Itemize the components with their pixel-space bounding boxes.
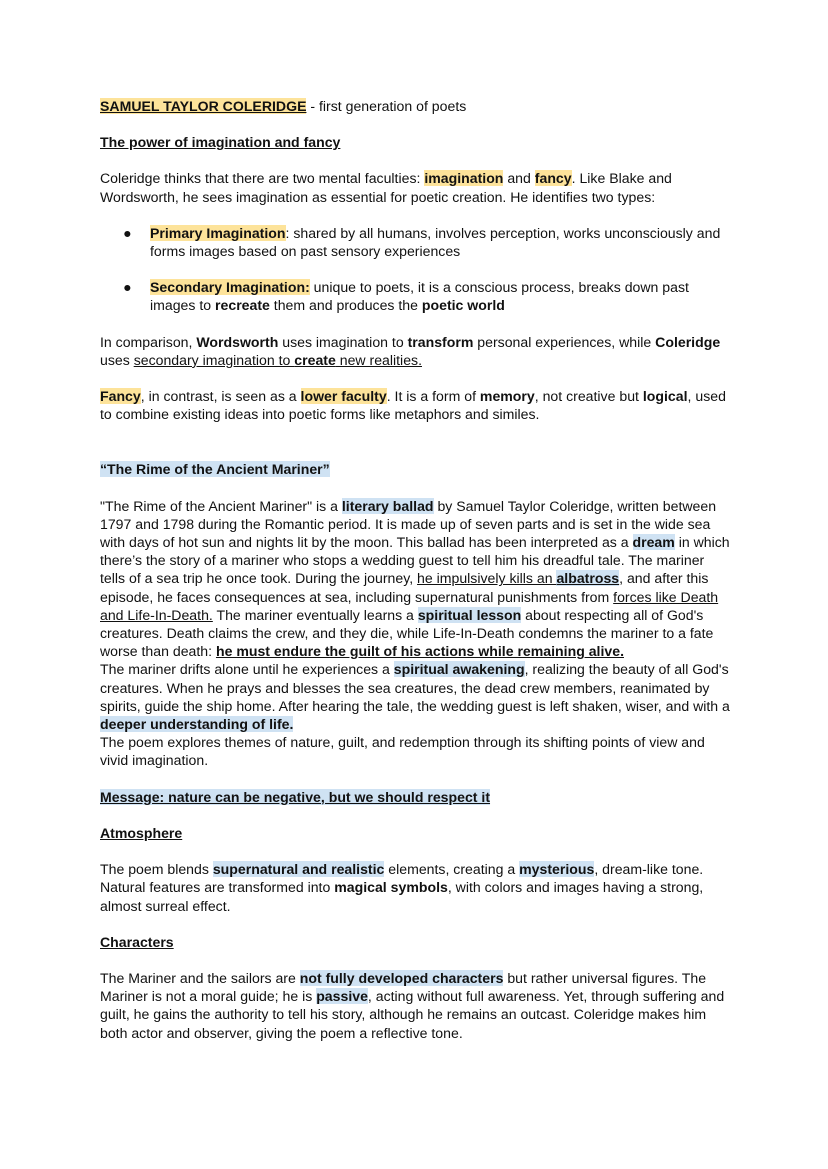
paragraph-comparison: In comparison, Wordsworth uses imagination to transform personal experiences, while Coleridge uses secondary imagination to create new realities.	[100, 333, 721, 368]
paragraph-awakening: The mariner drifts alone until he experiences a spiritual awakening, realizing the beauty of all God's creatures. When he prays and blesses the sea creatures, the dead crew members, reanimated by spirits, guide the ship home. After hearing the tale, the wedding guest is left shaken, wiser, and with a deeper understanding of life.	[100, 661, 730, 733]
paragraph-rime-summary: "The Rime of the Ancient Mariner" is a literary ballad by Samuel Taylor Coleridge, written between 1797 and 1798 during the Romantic period. It is made up of seven parts and is set in the wide sea with days of hot sun and nights lit by the moon. This ballad has been interpreted as a dream in which there’s the story of a mariner who stops a wedding guest to tell him his dreadful tale. The mariner tells of a sea trip he once took. During the journey, he impulsively kills an albatross, and after this episode, he faces consequences at sea, including supernatural punishments from forces like Death and Life-In-Death. The mariner eventually learns a spiritual lesson about respecting all of God's creatures. Death claims the crew, and they die, while Life-In-Death condemns the mariner to a fate worse than death: he must endure the guilt of his actions while remaining alive.	[100, 497, 730, 660]
imagination-types-list	[100, 224, 730, 315]
list-item-secondary-imagination: ● Secondary Imagination: unique to poets, it is a conscious process, breaks down past images to recreate them and produces the poetic world	[123, 279, 689, 314]
paragraph-atmosphere: The poem blends supernatural and realistic elements, creating a mysterious, dream-like tone. Natural features are transformed into magical symbols, with colors and images having a strong, almost surreal effect.	[100, 861, 704, 914]
paragraph-fancy: Fancy, in contrast, is seen as a lower faculty. It is a form of memory, not creative but logical, used to combine existing ideas into poetic forms like metaphors and similes.	[100, 388, 726, 423]
paragraph-characters: The Mariner and the sailors are not fully developed characters but rather universal figures. The Mariner is not a moral guide; he is passive, acting without full awareness. Yet, through suffering and guilt, he gains the authority to tell his story, although he remains an outcast. Coleridge makes him both actor and observer, giving the poem a reflective tone.	[100, 969, 725, 1041]
paragraph-themes: The poem explores themes of nature, guilt, and redemption through its shifting points of view and vivid imagination.	[100, 734, 705, 769]
list-item-primary-imagination: ● Primary Imagination: shared by all humans, involves perception, works unconsciously and forms images based on past sensory experiences	[123, 224, 721, 260]
bullet-icon: ●	[123, 224, 132, 241]
title-name: SAMUEL TAYLOR COLERIDGE	[100, 98, 307, 114]
bullet-icon: ●	[123, 279, 132, 296]
paragraph-faculties: Coleridge thinks that there are two mental faculties: imagination and fancy. Like Blake and Wordsworth, he sees imagination as essential for poetic creation. He identifies two types:	[100, 170, 672, 205]
document-title: SAMUEL TAYLOR COLERIDGE - first generation of poets	[100, 98, 467, 114]
document-page	[100, 97, 730, 1042]
heading-rime: “The Rime of the Ancient Mariner”	[100, 461, 330, 478]
heading-atmosphere: Atmosphere	[100, 824, 183, 841]
message-heading: Message: nature can be negative, but we should respect it	[100, 788, 491, 805]
heading-imagination-fancy: The power of imagination and fancy	[100, 134, 341, 151]
heading-characters: Characters	[100, 933, 174, 950]
